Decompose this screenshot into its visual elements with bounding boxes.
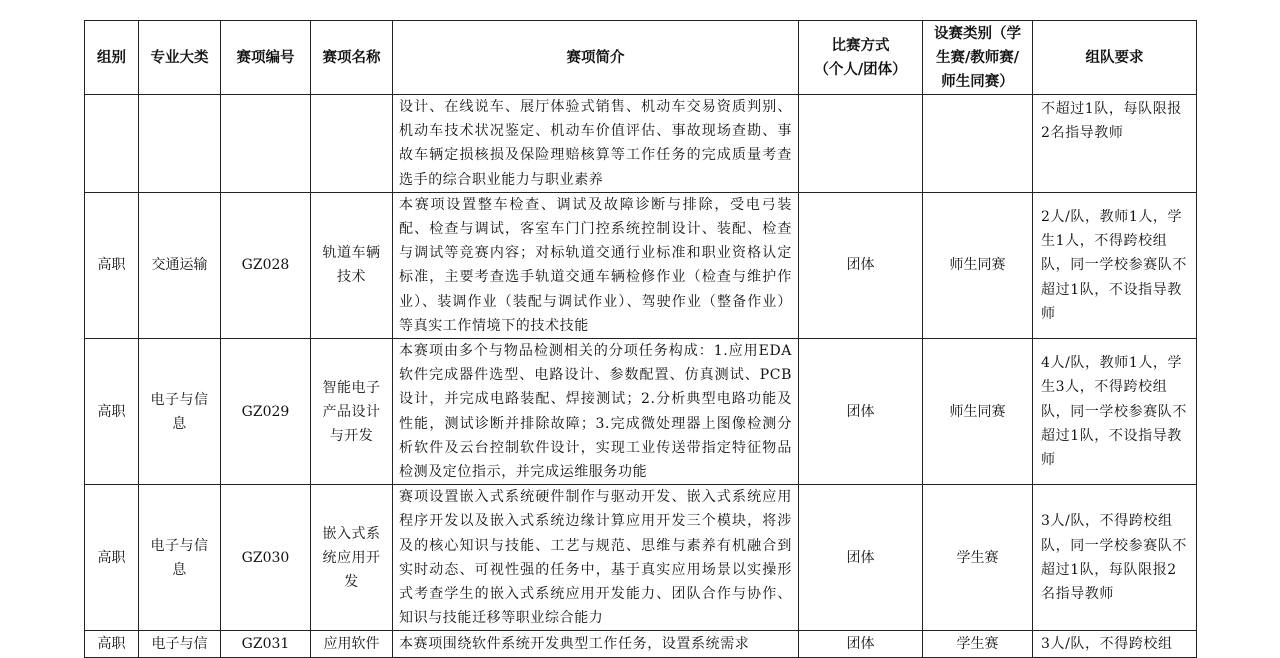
- table-row: [85, 485, 1197, 631]
- table-row: [85, 339, 1197, 485]
- cell-team: 4人/队，教师1人，学生3人，不得跨校组队，同一学校参赛队不超过1队，不设指导教师: [1033, 339, 1197, 485]
- header-mode: 比赛方式 （个人/团体）: [799, 21, 923, 95]
- table-row: [85, 631, 1197, 658]
- cell-type: [923, 95, 1033, 193]
- competition-table: [84, 20, 1197, 658]
- cell-group: 高职: [85, 192, 139, 338]
- header-row: [85, 21, 1197, 95]
- header-desc: 赛项简介: [393, 21, 799, 95]
- cell-type: 学生赛: [923, 485, 1033, 631]
- cell-code: GZ028: [221, 192, 311, 338]
- cell-team: 不超过1队，每队限报2名指导教师: [1033, 95, 1197, 193]
- cell-desc: 本赛项围绕软件系统开发典型工作任务，设置系统需求: [393, 631, 799, 658]
- header-group: 组别: [85, 21, 139, 95]
- cell-code: GZ029: [221, 339, 311, 485]
- cell-code: GZ031: [221, 631, 311, 658]
- cell-category: 电子与信息: [139, 339, 221, 485]
- cell-type: 学生赛: [923, 631, 1033, 658]
- cell-category: 电子与信息: [139, 485, 221, 631]
- cell-mode: 团体: [799, 339, 923, 485]
- cell-name: 智能电子产品设计与开发: [311, 339, 393, 485]
- cell-name: [311, 95, 393, 193]
- cell-type: 师生同赛: [923, 192, 1033, 338]
- header-type: 设赛类别（学生赛/教师赛/师生同赛）: [923, 21, 1033, 95]
- cell-mode: 团体: [799, 192, 923, 338]
- cell-desc: 设计、在线说车、展厅体验式销售、机动车交易资质判别、机动车技术状况鉴定、机动车价值评估、事故现场查勘、事故车辆定损核损及保险理赔核算等工作任务的完成质量考查选手的综合职业能力与职业素养: [393, 95, 799, 193]
- cell-mode: [799, 95, 923, 193]
- cell-team: 2人/队，教师1人，学生1人，不得跨校组队，同一学校参赛队不超过1队，不设指导教师: [1033, 192, 1197, 338]
- cell-group: 高职: [85, 339, 139, 485]
- cell-name: 嵌入式系统应用开发: [311, 485, 393, 631]
- cell-category: 交通运输: [139, 192, 221, 338]
- cell-group: [85, 95, 139, 193]
- header-team: 组队要求: [1033, 21, 1197, 95]
- cell-code: GZ030: [221, 485, 311, 631]
- table-row: [85, 192, 1197, 338]
- cell-name: 轨道车辆技术: [311, 192, 393, 338]
- cell-team: 3人/队，不得跨校组队，同一学校参赛队不超过1队，每队限报2名指导教师: [1033, 485, 1197, 631]
- cell-name: 应用软件: [311, 631, 393, 658]
- cell-group: 高职: [85, 631, 139, 658]
- cell-group: 高职: [85, 485, 139, 631]
- table-row: [85, 95, 1197, 193]
- cell-type: 师生同赛: [923, 339, 1033, 485]
- cell-mode: 团体: [799, 485, 923, 631]
- cell-desc: 本赛项由多个与物品检测相关的分项任务构成：1.应用EDA软件完成器件选型、电路设计、参数配置、仿真测试、PCB设计，并完成电路装配、焊接测试；2.分析典型电路功能及性能，测试诊断并排除故障；3.完成微处理器上图像检测分析软件及云台控制软件设计，实现工业传送带指定特征物品检测及定位指示，并完成运维服务功能: [393, 339, 799, 485]
- cell-mode: 团体: [799, 631, 923, 658]
- header-name: 赛项名称: [311, 21, 393, 95]
- cell-category: [139, 95, 221, 193]
- cell-code: [221, 95, 311, 193]
- header-code: 赛项编号: [221, 21, 311, 95]
- cell-team: 3人/队，不得跨校组: [1033, 631, 1197, 658]
- cell-desc: 赛项设置嵌入式系统硬件制作与驱动开发、嵌入式系统应用程序开发以及嵌入式系统边缘计算应用开发三个模块，将涉及的核心知识与技能、工艺与规范、思维与素养有机融合到实时动态、可视性强的任务中，基于真实应用场景以实操形式考查学生的嵌入式系统应用开发能力、团队合作与协作、知识与技能迁移等职业综合能力: [393, 485, 799, 631]
- header-category: 专业大类: [139, 21, 221, 95]
- cell-category: 电子与信: [139, 631, 221, 658]
- cell-desc: 本赛项设置整车检查、调试及故障诊断与排除，受电弓装配、检查与调试，客室车门门控系统控制设计、装配、检查与调试等竞赛内容；对标轨道交通行业标准和职业资格认定标准，主要考查选手轨道交通车辆检修作业（检查与维护作业）、装调作业（装配与调试作业）、驾驶作业（整备作业）等真实工作情境下的技术技能: [393, 192, 799, 338]
